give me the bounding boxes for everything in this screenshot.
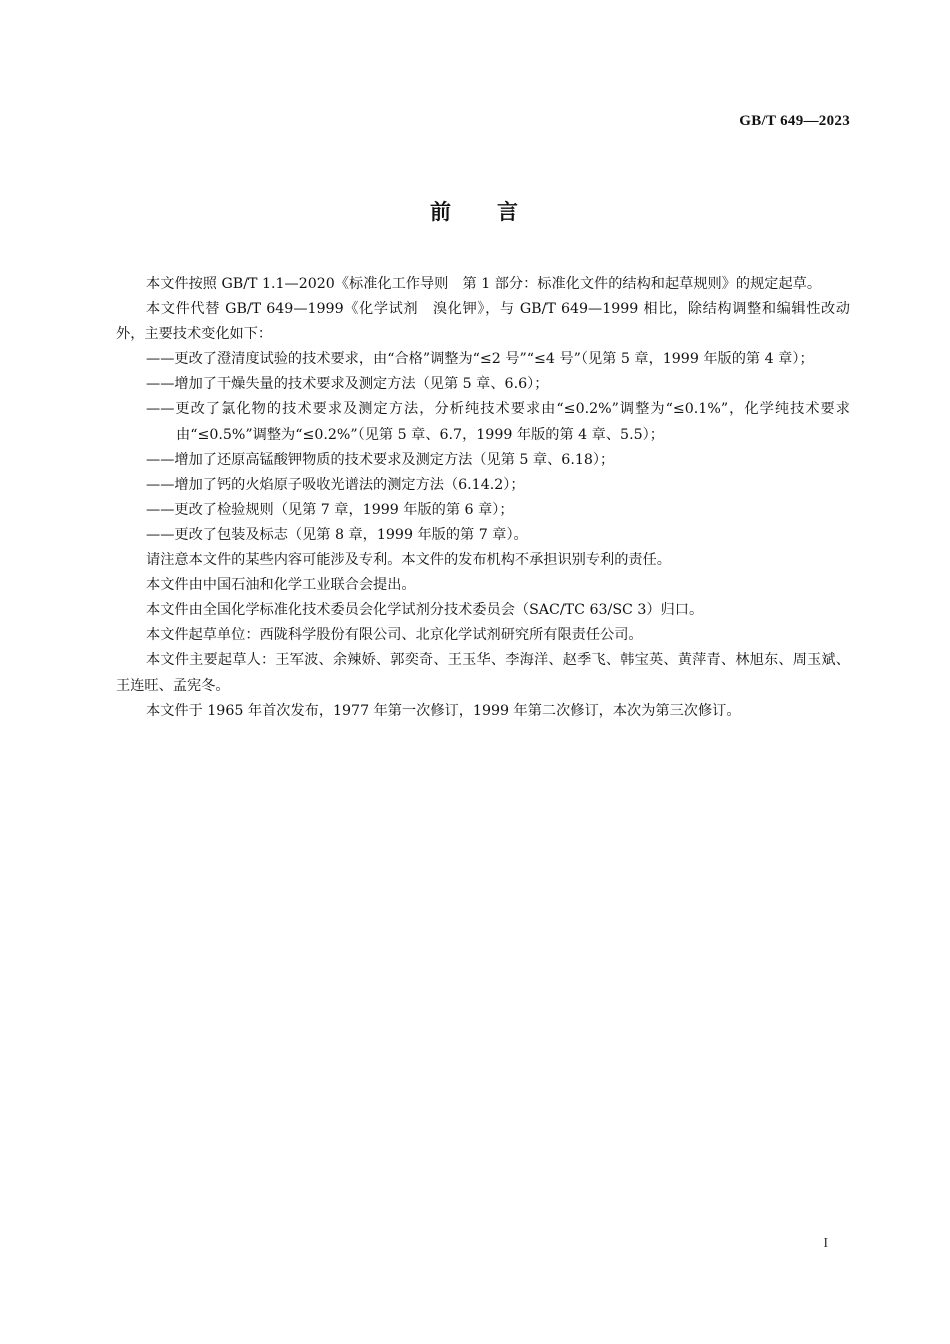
change-item: ——更改了包装及标志（见第 8 章，1999 年版的第 7 章）。: [146, 526, 528, 543]
paragraph-drafting-units: 本文件起草单位：西陇科学股份有限公司、北京化学试剂研究所有限责任公司。: [146, 627, 643, 644]
standard-code: GB/T 649—2023: [739, 113, 850, 129]
change-item: ——增加了干燥失量的技术要求及测定方法（见第 5 章、6.6）；: [146, 376, 549, 393]
page-number: I: [823, 1236, 828, 1251]
page-title: [0, 196, 950, 226]
change-item: ——更改了检验规则（见第 7 章，1999 年版的第 6 章）；: [146, 501, 514, 518]
title-char-2: 言: [497, 200, 520, 224]
change-item: ——更改了澄清度试验的技术要求，由“合格”调整为“≤2 号”“≤4 号”（见第 5 章，1999 年版的第 4 章）；: [146, 351, 814, 368]
paragraph-committee: 本文件由全国化学标准化技术委员会化学试剂分技术委员会（SAC/TC 63/SC 3）归口。: [146, 602, 704, 619]
change-item: ——更改了氯化物的技术要求及测定方法，分析纯技术要求由“≤0.2%”调整为“≤0.1%”，化学纯技术要求由“≤0.5%”调整为“≤0.2%”（见第 5 章、6.7，1999 年版的第 4 章、5.5）；: [146, 401, 850, 443]
change-item: ——增加了钙的火焰原子吸收光谱法的测定方法（6.14.2）；: [146, 476, 525, 493]
change-item: ——增加了还原高锰酸钾物质的技术要求及测定方法（见第 5 章、6.18）；: [146, 451, 615, 468]
paragraph-replacement: 本文件代替 GB/T 649—1999《化学试剂 溴化钾》，与 GB/T 649—1999 相比，除结构调整和编辑性改动外，主要技术变化如下：: [116, 301, 850, 343]
paragraph-history: 本文件于 1965 年首次发布，1977 年第一次修订，1999 年第二次修订，本次为第三次修订。: [146, 702, 741, 719]
title-char-1: 前: [430, 200, 453, 224]
paragraph-proposer: 本文件由中国石油和化学工业联合会提出。: [146, 577, 416, 594]
paragraph-patent-notice: 请注意本文件的某些内容可能涉及专利。本文件的发布机构不承担识别专利的责任。: [146, 552, 671, 569]
paragraph-drafting-rules: 本文件按照 GB/T 1.1—2020《标准化工作导则 第 1 部分：标准化文件的结构和起草规则》的规定起草。: [146, 276, 822, 292]
paragraph-drafters: 本文件主要起草人：王军波、余辣娇、郭奕奇、王玉华、李海洋、赵季飞、韩宝英、黄萍青、林旭东、周玉斌、王连旺、孟宪冬。: [116, 652, 850, 694]
foreword-body: [116, 272, 850, 724]
